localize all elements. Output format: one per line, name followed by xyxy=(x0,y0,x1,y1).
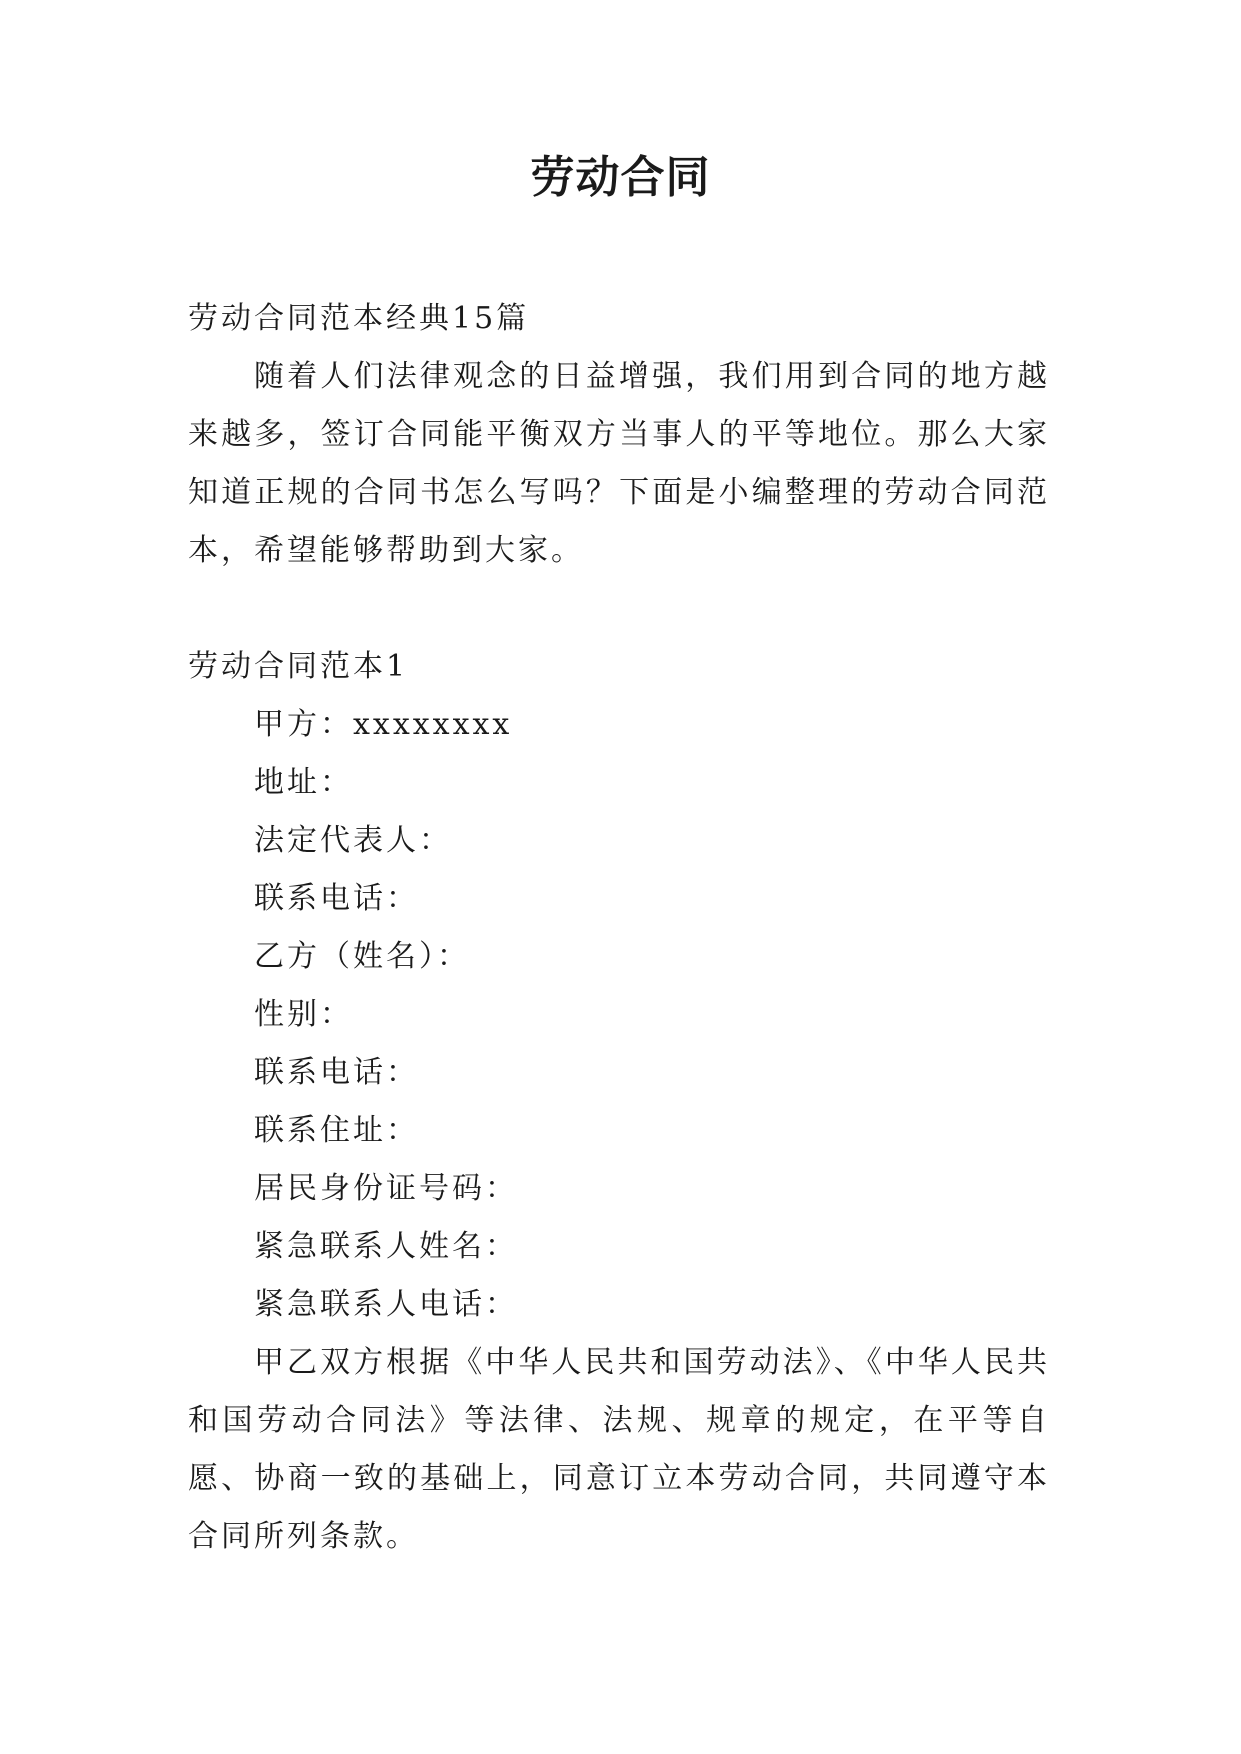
field-gender: 性别： xyxy=(254,997,353,1032)
field-emergency-contact-phone: 紧急联系人电话： xyxy=(254,1287,518,1322)
paragraph-gap xyxy=(188,580,1050,638)
section-heading: 劳动合同范本1 xyxy=(188,649,409,684)
field-emergency-contact-name: 紧急联系人姓名： xyxy=(254,1229,518,1264)
agreement-paragraph: 甲乙双方根据《中华人民共和国劳动法》、《中华人民共和国劳动合同法》等法律、法规、规章的规定，在平等自愿、协商一致的基础上，同意订立本劳动合同，共同遵守本合同所列条款。 xyxy=(188,1345,1050,1554)
field-party-b-name: 乙方（姓名）： xyxy=(254,939,470,974)
field-residence: 联系住址： xyxy=(254,1113,419,1148)
field-legal-representative: 法定代表人： xyxy=(254,823,452,858)
field-id-number: 居民身份证号码： xyxy=(254,1171,518,1206)
field-phone-b: 联系电话： xyxy=(254,1055,419,1090)
document-title: 劳动合同 xyxy=(530,152,711,203)
intro-paragraph: 随着人们法律观念的日益增强，我们用到合同的地方越来越多，签订合同能平衡双方当事人的平等地位。那么大家知道正规的合同书怎么写吗？下面是小编整理的劳动合同范本，希望能够帮助到大家。 xyxy=(188,359,1050,568)
field-party-a: 甲方：xxxxxxxx xyxy=(254,707,513,742)
field-phone-a: 联系电话： xyxy=(254,881,419,916)
document-subtitle: 劳动合同范本经典15篇 xyxy=(188,301,530,336)
field-address: 地址： xyxy=(254,765,353,800)
document-body xyxy=(188,290,1050,1566)
